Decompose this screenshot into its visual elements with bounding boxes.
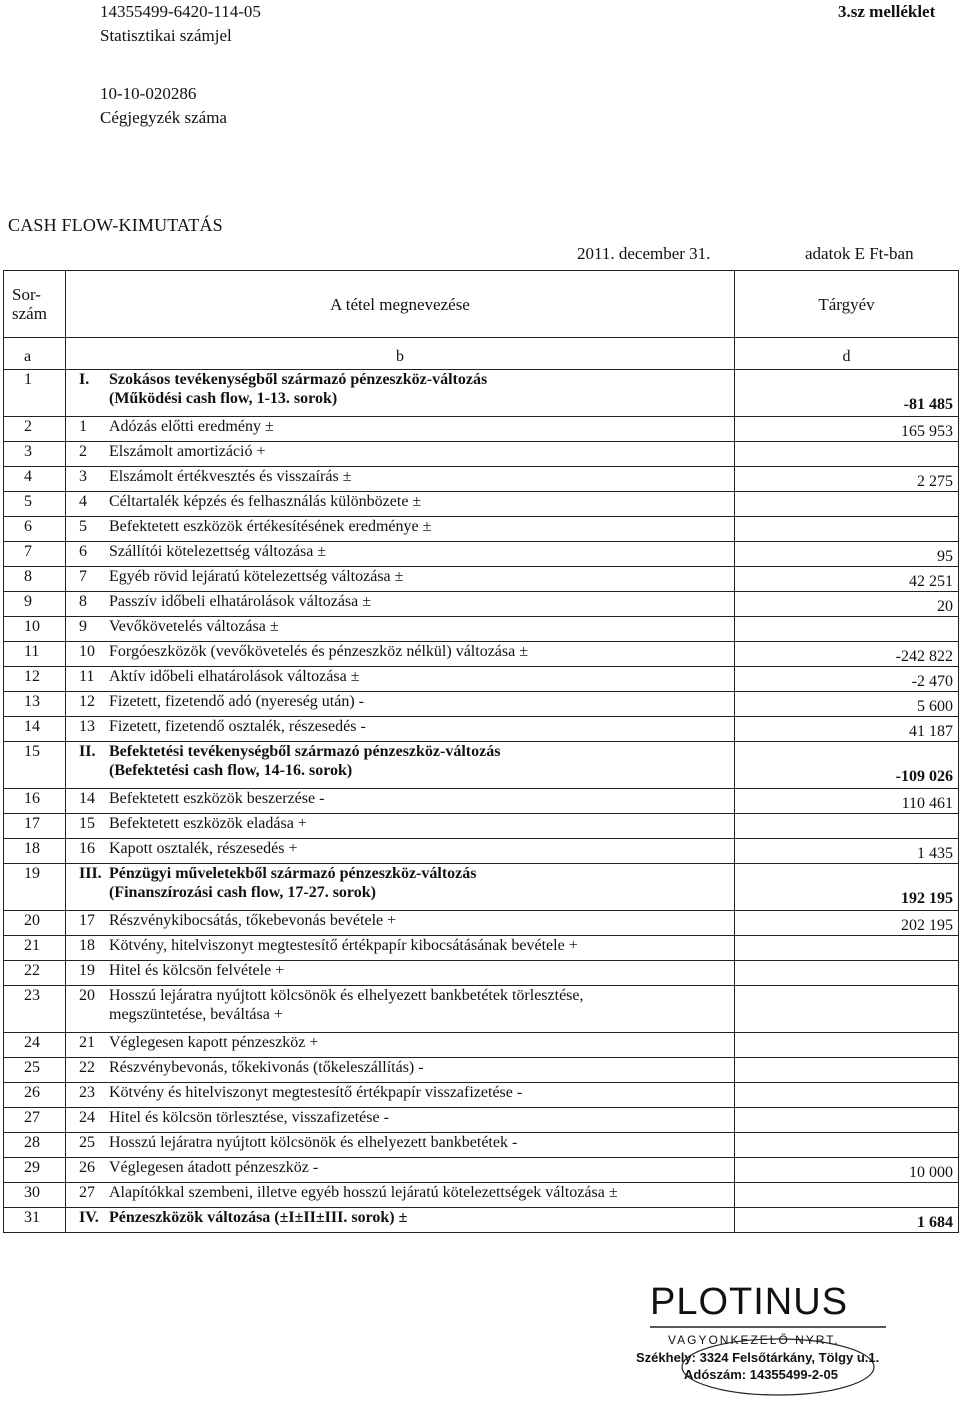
stamp-line3: Adószám: 14355499-2-05 [684,1367,838,1382]
item-number: I. [79,371,90,388]
row-number: 25 [4,1058,66,1083]
row-description-cell [66,592,735,617]
row-value: 202 195 [735,911,959,936]
row-description-cell [66,692,735,717]
item-number: IV. [79,1209,99,1226]
subheader-d: d [735,338,959,370]
item-number: 10 [79,643,95,660]
row-description-cell [66,717,735,742]
table-row [4,1083,959,1108]
row-description-cell [66,492,735,517]
row-number: 29 [4,1158,66,1183]
table-row [4,814,959,839]
row-description-cell [66,1158,735,1183]
row-description-cell [66,1033,735,1058]
item-number: 6 [79,543,87,560]
table-row [4,692,959,717]
item-description: Aktív időbeli elhatárolások változása ± [109,668,360,685]
table-row [4,1108,959,1133]
report-date: 2011. december 31. [577,244,711,263]
row-value: -2 470 [735,667,959,692]
row-value: 95 [735,542,959,567]
cash-flow-table [3,270,959,1233]
table-row [4,370,959,417]
row-description-cell [66,517,735,542]
row-value [735,1183,959,1208]
item-number: 17 [79,912,95,929]
table-row [4,742,959,789]
stamp-line1: VAGYONKEZELŐ NYRT. [668,1333,840,1347]
row-number: 1 [4,370,66,417]
item-description: Hitel és kölcsön felvétele + [109,962,285,979]
row-description-cell [66,961,735,986]
row-number: 20 [4,911,66,936]
item-description: Alapítókkal szembeni, illetve egyéb hosszú lejáratú kötelezettségek változása ± [109,1184,618,1201]
item-number: 2 [79,443,87,460]
row-value [735,986,959,1033]
row-value: 5 600 [735,692,959,717]
row-number: 18 [4,839,66,864]
row-number: 7 [4,542,66,567]
row-description-cell [66,442,735,467]
row-description-cell [66,417,735,442]
table-row [4,442,959,467]
row-number: 10 [4,617,66,642]
item-number: 11 [79,668,95,685]
row-number: 16 [4,789,66,814]
row-description-cell [66,789,735,814]
table-row [4,911,959,936]
row-number: 23 [4,986,66,1033]
row-value [735,961,959,986]
row-description-cell [66,467,735,492]
table-row [4,789,959,814]
table-row [4,517,959,542]
stamp-line2: Székhely: 3324 Felsőtárkány, Tölgy u.1. [636,1350,880,1365]
table-row [4,936,959,961]
col-header-value: Tárgyév [735,271,959,338]
row-value: -242 822 [735,642,959,667]
item-description: Kötvény és hitelviszonyt megtestesítő értékpapír visszafizetése - [109,1084,523,1101]
table-row [4,717,959,742]
row-number: 21 [4,936,66,961]
row-value: -81 485 [735,370,959,417]
item-number: 16 [79,840,95,857]
row-number: 28 [4,1133,66,1158]
row-description-cell [66,370,735,417]
row-value: 192 195 [735,864,959,911]
table-row [4,1133,959,1158]
item-description: Kapott osztalék, részesedés + [109,840,298,857]
table-row [4,1158,959,1183]
row-value: 20 [735,592,959,617]
item-number: 1 [79,418,87,435]
row-description-cell [66,1183,735,1208]
item-number: 22 [79,1059,95,1076]
table-row [4,864,959,911]
table-row [4,492,959,517]
item-description: Befektetett eszközök értékesítésének eredménye ± [109,518,432,535]
row-number: 2 [4,417,66,442]
row-value: 1 435 [735,839,959,864]
row-value [735,442,959,467]
document-title: CASH FLOW-KIMUTATÁS [8,215,223,235]
item-number: 19 [79,962,95,979]
item-description: Passzív időbeli elhatárolások változása ± [109,593,372,610]
row-number: 3 [4,442,66,467]
subheader-b: b [66,338,735,370]
row-description-cell [66,1083,735,1108]
table-row [4,592,959,617]
row-description-cell [66,1058,735,1083]
item-number: 7 [79,568,87,585]
item-number: 23 [79,1084,95,1101]
row-description-cell [66,839,735,864]
row-number: 11 [4,642,66,667]
stamp-logo: PLOTINUS [650,1281,849,1323]
table-row [4,617,959,642]
item-number: 4 [79,493,87,510]
row-value [735,936,959,961]
annex-label: 3.sz melléklet [838,2,936,21]
row-value: 110 461 [735,789,959,814]
row-value [735,617,959,642]
row-value [735,814,959,839]
item-description: Befektetett eszközök eladása + [109,815,307,832]
item-description: Pénzeszközök változása (±I±II±III. sorok) ± [109,1209,408,1226]
item-description: Befektetett eszközök beszerzése - [109,790,325,807]
subheader-a: a [4,338,66,370]
item-number: 5 [79,518,87,535]
row-value: 42 251 [735,567,959,592]
row-number: 6 [4,517,66,542]
item-description: Befektetési tevékenységből származó pénzeszköz-változás (Befektetési cash flow, 14-16. sorok) [109,743,501,779]
row-description-cell [66,742,735,789]
row-description-cell [66,986,735,1033]
row-description-cell [66,814,735,839]
unit-label: adatok E Ft-ban [805,244,914,263]
item-number: 13 [79,718,95,735]
row-number: 22 [4,961,66,986]
table-row [4,417,959,442]
row-value: 41 187 [735,717,959,742]
row-description-cell [66,936,735,961]
table-row [4,961,959,986]
item-number: 26 [79,1159,95,1176]
item-description: Elszámolt értékvesztés és visszaírás ± [109,468,352,485]
row-number: 30 [4,1183,66,1208]
row-description-cell [66,864,735,911]
item-description: Céltartalék képzés és felhasználás különbözete ± [109,493,422,510]
item-description: Forgóeszközök (vevőkövetelés és pénzeszköz nélkül) változása ± [109,643,529,660]
item-number: 27 [79,1184,95,1201]
table-row [4,1033,959,1058]
item-number: 12 [79,693,95,710]
col-header-name: A tétel megnevezése [66,271,735,338]
row-value: 2 275 [735,467,959,492]
item-description: Egyéb rövid lejáratú kötelezettség változása ± [109,568,404,585]
item-description: Szokásos tevékenységből származó pénzeszköz-változás (Működési cash flow, 1-13. sorok) [109,371,488,407]
item-number: III. [79,865,102,882]
row-value: 165 953 [735,417,959,442]
table-row [4,1058,959,1083]
item-number: 3 [79,468,87,485]
item-description: Vevőkövetelés változása ± [109,618,279,635]
row-value [735,1033,959,1058]
table-row [4,839,959,864]
row-number: 17 [4,814,66,839]
row-description-cell [66,1208,735,1233]
row-number: 24 [4,1033,66,1058]
item-number: 15 [79,815,95,832]
table-row [4,542,959,567]
table-row [4,986,959,1033]
item-description: Elszámolt amortizáció + [109,443,266,460]
stat-number: 14355499-6420-114-05 [100,2,261,21]
row-number: 8 [4,567,66,592]
item-number: II. [79,743,96,760]
table-row [4,642,959,667]
item-number: 25 [79,1134,95,1151]
table-row [4,1183,959,1208]
row-value [735,517,959,542]
row-number: 5 [4,492,66,517]
item-description: Adózás előtti eredmény ± [109,418,274,435]
row-description-cell [66,667,735,692]
stat-label: Statisztikai számjel [100,26,232,45]
item-number: 14 [79,790,95,807]
row-value: 1 684 [735,1208,959,1233]
row-description-cell [66,1133,735,1158]
row-number: 27 [4,1108,66,1133]
item-number: 8 [79,593,87,610]
table-subheader-row [4,338,959,370]
row-description-cell [66,1108,735,1133]
item-description: Véglegesen átadott pénzeszköz - [109,1159,319,1176]
item-description: Részvénykibocsátás, tőkebevonás bevétele + [109,912,397,929]
col-header-sor: Sor- szám [4,271,66,338]
row-number: 15 [4,742,66,789]
row-number: 19 [4,864,66,911]
row-number: 4 [4,467,66,492]
item-number: 9 [79,618,87,635]
table-row [4,667,959,692]
item-number: 24 [79,1109,95,1126]
row-number: 13 [4,692,66,717]
item-description: Véglegesen kapott pénzeszköz + [109,1034,319,1051]
item-description: Kötvény, hitelviszonyt megtestesítő értékpapír kibocsátásának bevétele + [109,937,578,954]
row-number: 26 [4,1083,66,1108]
item-description: Fizetett, fizetendő adó (nyereség után) - [109,693,364,710]
table-row [4,467,959,492]
table-header-row [4,271,959,338]
item-description: Hosszú lejáratra nyújtott kölcsönök és elhelyezett bankbetétek - [109,1134,518,1151]
item-number: 18 [79,937,95,954]
item-description: Pénzügyi műveletekből származó pénzeszköz-változás (Finanszírozási cash flow, 17-27. sorok) [109,865,477,901]
item-description: Részvénybevonás, tőkekivonás (tőkeleszállítás) - [109,1059,424,1076]
row-description-cell [66,642,735,667]
table-row [4,1208,959,1233]
row-value [735,492,959,517]
row-number: 12 [4,667,66,692]
row-description-cell [66,617,735,642]
item-description: Fizetett, fizetendő osztalék, részesedés - [109,718,366,735]
row-description-cell [66,542,735,567]
table-row [4,567,959,592]
row-value: -109 026 [735,742,959,789]
registration-number: 10-10-020286 [100,84,197,103]
row-value [735,1058,959,1083]
row-description-cell [66,567,735,592]
row-value: 10 000 [735,1158,959,1183]
row-number: 9 [4,592,66,617]
row-number: 14 [4,717,66,742]
item-number: 20 [79,987,95,1004]
row-value [735,1083,959,1108]
item-number: 21 [79,1034,95,1051]
row-value [735,1133,959,1158]
item-description: Szállítói kötelezettség változása ± [109,543,327,560]
registration-label: Cégjegyzék száma [100,108,227,127]
item-description: Hitel és kölcsön törlesztése, visszafizetése - [109,1109,389,1126]
company-stamp [628,1277,928,1399]
row-number: 31 [4,1208,66,1233]
row-description-cell [66,911,735,936]
item-description: Hosszú lejáratra nyújtott kölcsönök és elhelyezett bankbetétek törlesztése, megszüntetése, beváltása + [109,987,584,1023]
row-value [735,1108,959,1133]
